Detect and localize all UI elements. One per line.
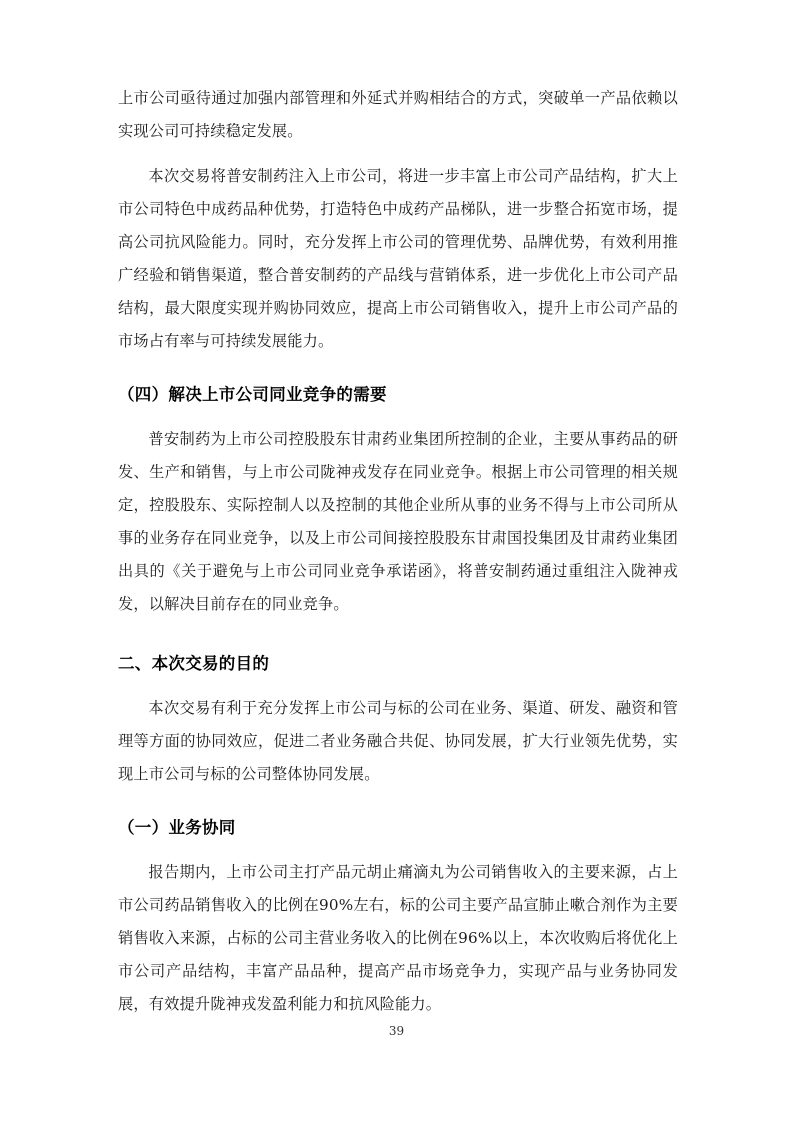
section-heading: （一）业务协同	[118, 818, 236, 837]
paragraph: 上市公司亟待通过加强内部管理和外延式并购相结合的方式，突破单一产品依赖以实现公司可持续稳定发展。	[118, 89, 678, 140]
paragraph: 本次交易将普安制药注入上市公司，将进一步丰富上市公司产品结构，扩大上市公司特色中成药品种优势，打造特色中成药产品梯队，进一步整合拓宽市场，提高公司抗风险能力。同时，充分发挥上市公司的管理优势、品牌优势，有效利用推广经验和销售渠道，整合普安制药的产品线与营销体系，进一步优化上市公司产品结构，最大限度实现并购协同效应，提高上市公司销售收入，提升上市公司产品的市场占有率与可持续发展能力。	[118, 167, 678, 350]
spacer	[118, 791, 678, 811]
spacer	[118, 411, 678, 423]
spacer	[118, 621, 678, 647]
spacer	[118, 680, 678, 692]
paragraph: 本次交易有利于充分发挥上市公司与标的公司在业务、渠道、研发、融资和管理等方面的协同效应，促进二者业务融合共促、协同发展，扩大行业领先优势，实现上市公司与标的公司整体协同发展。	[118, 699, 678, 783]
section-heading: 二、本次交易的目的	[118, 654, 270, 673]
spacer	[118, 844, 678, 856]
spacer	[118, 148, 678, 160]
paragraph: 普安制药为上市公司控股股东甘肃药业集团所控制的企业，主要从事药品的研发、生产和销售，与上市公司陇神戎发存在同业竞争。根据上市公司管理的相关规定，控股股东、实际控制人以及控制的其他企业所从事的业务不得与上市公司所从事的业务存在同业竞争，以及上市公司间接控股股东甘肃国投集团及甘肃药业集团出具的《关于避免与上市公司同业竞争承诺函》，将普安制药通过重组注入陇神戎发，以解决目前存在的同业竞争。	[118, 430, 678, 613]
document-body	[118, 82, 678, 1021]
paragraph: 报告期内，上市公司主打产品元胡止痛滴丸为公司销售收入的主要来源，占上市公司药品销售收入的比例在90%左右，标的公司主要产品宣肺止嗽合剂作为主要销售收入来源，占标的公司主营业务收入的比例在96%以上，本次收购后将优化上市公司产品结构，丰富产品品种，提高产品市场竞争力，实现产品与业务协同发展，有效提升陇神戎发盈利能力和抗风险能力。	[118, 863, 678, 1013]
section-heading: （四）解决上市公司同业竞争的需要	[118, 385, 387, 404]
spacer	[118, 358, 678, 378]
page-number: 39	[388, 1024, 405, 1038]
